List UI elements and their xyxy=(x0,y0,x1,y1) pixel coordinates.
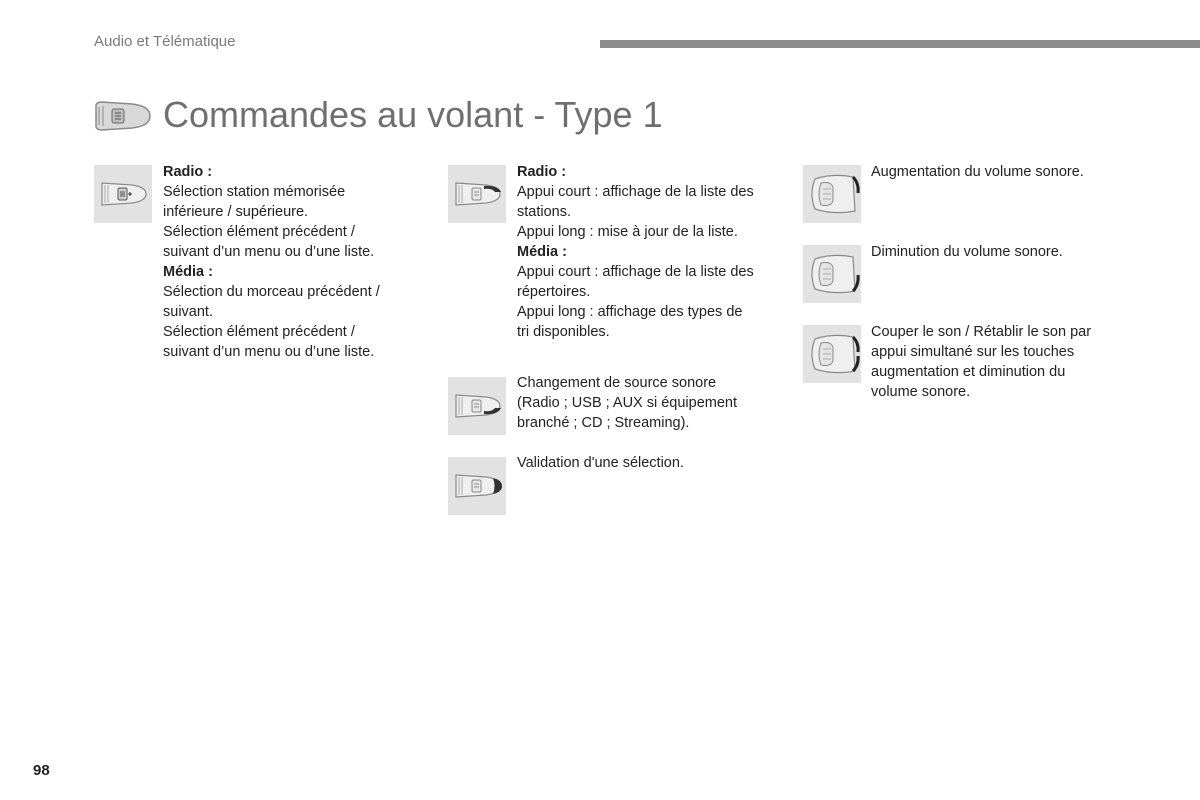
text-line: appui simultané sur les touches xyxy=(871,344,1075,360)
text-line: Sélection du morceau précédent / xyxy=(163,284,380,300)
text-line: Radio : xyxy=(163,164,213,180)
volume-down-icon xyxy=(803,245,861,303)
text-line: Augmentation du volume sonore. xyxy=(871,164,1084,180)
section-label: Audio et Télématique xyxy=(94,33,236,50)
col1-text xyxy=(163,162,423,362)
text-line: (Radio ; USB ; AUX si équipement xyxy=(517,395,738,411)
header-bar xyxy=(600,40,1200,48)
text-line: Radio : xyxy=(517,164,567,180)
text-line: branché ; CD ; Streaming). xyxy=(517,415,690,431)
text-line: Sélection élément précédent / xyxy=(163,224,355,240)
text-line: Appui court : affichage de la liste des xyxy=(517,264,754,280)
text-line: répertoires. xyxy=(517,284,591,300)
text-line: Appui long : mise à jour de la liste. xyxy=(517,224,738,240)
page-number: 98 xyxy=(33,762,50,779)
mute-icon xyxy=(803,325,861,383)
col3-item1-text xyxy=(871,162,1171,182)
steering-control-stalk-icon xyxy=(92,98,152,134)
text-line: Sélection station mémorisée xyxy=(163,184,346,200)
stalk-end-bottom-button-icon xyxy=(448,377,506,435)
text-line: volume sonore. xyxy=(871,384,971,400)
text-line: Diminution du volume sonore. xyxy=(871,244,1063,260)
text-line: suivant d’un menu ou d’une liste. xyxy=(163,244,375,260)
text-line: Média : xyxy=(517,244,567,260)
page-title: Commandes au volant - Type 1 xyxy=(163,94,663,135)
text-line: Média : xyxy=(163,264,213,280)
col2-item2-text xyxy=(517,373,787,433)
col2-item3-text xyxy=(517,453,787,473)
col3-item3-text xyxy=(871,322,1171,402)
col2-item1-text xyxy=(517,162,787,342)
text-line: stations. xyxy=(517,204,571,220)
text-line: suivant d’un menu ou d’une liste. xyxy=(163,344,375,360)
text-line: Appui court : affichage de la liste des xyxy=(517,184,754,200)
text-line: suivant. xyxy=(163,304,213,320)
stalk-end-press-icon xyxy=(448,457,506,515)
text-line: Validation d'une sélection. xyxy=(517,455,684,471)
text-line: inférieure / supérieure. xyxy=(163,204,309,220)
text-line: augmentation et diminution du xyxy=(871,364,1066,380)
stalk-end-top-button-icon xyxy=(448,165,506,223)
volume-up-icon xyxy=(803,165,861,223)
col3-item2-text xyxy=(871,242,1171,262)
text-line: Appui long : affichage des types de xyxy=(517,304,743,320)
text-line: Sélection élément précédent / xyxy=(163,324,355,340)
text-line: Couper le son / Rétablir le son par xyxy=(871,324,1092,340)
text-line: tri disponibles. xyxy=(517,324,610,340)
stalk-thumbwheel-icon xyxy=(94,165,152,223)
text-line: Changement de source sonore xyxy=(517,375,717,391)
